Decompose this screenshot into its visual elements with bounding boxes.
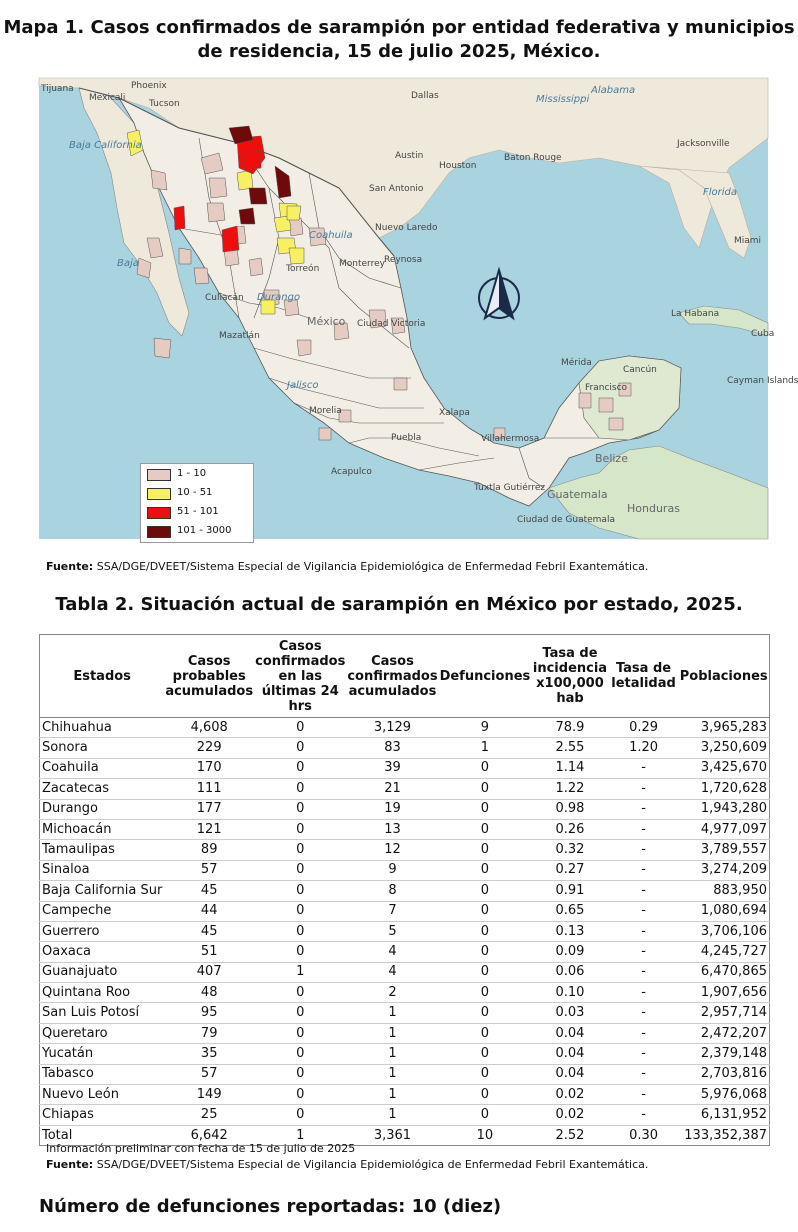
- incidence-cell: 0.04: [531, 1064, 608, 1084]
- incidence-cell: 0.65: [531, 901, 608, 921]
- confirmed-24h-cell: 0: [254, 901, 346, 921]
- table-source: [46, 1158, 648, 1172]
- probables-cell: 4,608: [164, 718, 254, 738]
- probables-cell: 45: [164, 881, 254, 901]
- probables-cell: 48: [164, 983, 254, 1003]
- map-label-merida: Mérida: [561, 358, 592, 368]
- incidence-cell: 2.52: [531, 1125, 608, 1145]
- lethality-cell: 0.30: [609, 1125, 679, 1145]
- deaths-cell: 0: [439, 881, 532, 901]
- deaths-cell: 0: [439, 758, 532, 778]
- probables-cell: 121: [164, 819, 254, 839]
- population-cell: 6,131,952: [678, 1105, 769, 1125]
- confirmed-total-cell: 1: [346, 1085, 438, 1105]
- probables-cell: 407: [164, 962, 254, 982]
- probables-cell: 57: [164, 860, 254, 880]
- confirmed-total-cell: 9: [346, 860, 438, 880]
- probables-cell: 45: [164, 921, 254, 941]
- incidence-cell: 0.02: [531, 1105, 608, 1125]
- lethality-cell: -: [609, 758, 679, 778]
- lethality-cell: -: [609, 1023, 679, 1043]
- deaths-heading: Número de defunciones reportadas: 10 (diez): [39, 1196, 502, 1217]
- map-title: Mapa 1. Casos confirmados de sarampión por entidad federativa y municipios de residencia, 15 de julio 2025, México.: [3, 17, 795, 62]
- probables-cell: 25: [164, 1105, 254, 1125]
- table-row: [40, 840, 770, 860]
- lethality-cell: -: [609, 901, 679, 921]
- col-header-casos-probables: Casos probables acumulados: [164, 635, 254, 718]
- legend-label: 1 - 10: [177, 468, 207, 479]
- map-label-houston: Houston: [439, 161, 477, 171]
- confirmed-total-cell: 2: [346, 983, 438, 1003]
- population-cell: 1,720,628: [678, 779, 769, 799]
- table-title: Tabla 2. Situación actual de sarampión en México por estado, 2025.: [55, 594, 743, 615]
- map-label-jalisco: Jalisco: [287, 380, 319, 391]
- map-label-belize: Belize: [595, 452, 628, 465]
- population-cell: 4,977,097: [678, 819, 769, 839]
- legend-swatch: [147, 507, 171, 519]
- confirmed-24h-cell: 0: [254, 738, 346, 758]
- state-cell: Baja California Sur: [40, 881, 165, 901]
- incidence-cell: 0.13: [531, 921, 608, 941]
- incidence-cell: 0.04: [531, 1023, 608, 1043]
- map-label-mississippi: Mississippi: [536, 94, 590, 105]
- probables-cell: 229: [164, 738, 254, 758]
- deaths-cell: 0: [439, 840, 532, 860]
- confirmed-total-cell: 3,129: [346, 718, 438, 738]
- table-row: [40, 1003, 770, 1023]
- map-label-honduras: Honduras: [627, 502, 680, 515]
- table-row: [40, 962, 770, 982]
- map-label-villahermosa: Villahermosa: [481, 434, 540, 444]
- probables-cell: 51: [164, 942, 254, 962]
- map-label-san-antonio: San Antonio: [369, 184, 424, 194]
- legend-item: [141, 523, 253, 540]
- map-label-florida: Florida: [703, 187, 738, 198]
- legend-label: 10 - 51: [177, 487, 213, 498]
- col-header-confirmados-24h: Casos confirmados en las últimas 24 hrs: [254, 635, 346, 718]
- map-label-torreon: Torreón: [286, 264, 320, 274]
- map-label-cancun: Cancún: [623, 365, 657, 375]
- map-label-jacksonville: Jacksonville: [677, 139, 730, 149]
- incidence-cell: 0.02: [531, 1085, 608, 1105]
- confirmed-24h-cell: 0: [254, 799, 346, 819]
- table-row: [40, 860, 770, 880]
- deaths-cell: 0: [439, 901, 532, 921]
- probables-cell: 177: [164, 799, 254, 819]
- population-cell: 2,379,148: [678, 1044, 769, 1064]
- confirmed-24h-cell: 0: [254, 1023, 346, 1043]
- map-label-cayman: Cayman Islands: [727, 376, 798, 386]
- lethality-cell: -: [609, 1064, 679, 1084]
- state-cell: Michoacán: [40, 819, 165, 839]
- state-cell: Tabasco: [40, 1064, 165, 1084]
- confirmed-24h-cell: 0: [254, 840, 346, 860]
- confirmed-total-cell: 1: [346, 1023, 438, 1043]
- population-cell: 3,274,209: [678, 860, 769, 880]
- map-label-tijuana: Tijuana: [41, 84, 74, 94]
- table-row: [40, 819, 770, 839]
- measles-map: [39, 78, 798, 539]
- population-cell: 3,425,670: [678, 758, 769, 778]
- map-label-la-habana: La Habana: [671, 309, 720, 319]
- legend-swatch: [147, 526, 171, 538]
- incidence-cell: 0.32: [531, 840, 608, 860]
- lethality-cell: -: [609, 1105, 679, 1125]
- lethality-cell: -: [609, 1085, 679, 1105]
- population-cell: 3,250,609: [678, 738, 769, 758]
- map-label-culiacan: Culiacán: [205, 293, 244, 303]
- state-cell: Guerrero: [40, 921, 165, 941]
- confirmed-24h-cell: 0: [254, 1085, 346, 1105]
- confirmed-total-cell: 7: [346, 901, 438, 921]
- map-source: [46, 560, 648, 574]
- preliminary-note: Información preliminar con fecha de 15 de julio de 2025: [46, 1142, 356, 1155]
- legend-swatch: [147, 488, 171, 500]
- table-row: [40, 901, 770, 921]
- legend-label: 51 - 101: [177, 506, 219, 517]
- table-row: [40, 921, 770, 941]
- lethality-cell: -: [609, 881, 679, 901]
- confirmed-24h-cell: 0: [254, 1105, 346, 1125]
- deaths-cell: 0: [439, 942, 532, 962]
- population-cell: 2,957,714: [678, 1003, 769, 1023]
- confirmed-total-cell: 8: [346, 881, 438, 901]
- deaths-cell: 0: [439, 1003, 532, 1023]
- incidence-cell: 0.26: [531, 819, 608, 839]
- confirmed-total-cell: 4: [346, 962, 438, 982]
- confirmed-24h-cell: 0: [254, 921, 346, 941]
- lethality-cell: -: [609, 962, 679, 982]
- legend-item: [141, 504, 253, 521]
- table-row: [40, 1023, 770, 1043]
- confirmed-24h-cell: 0: [254, 1064, 346, 1084]
- map-label-baja-california: Baja California: [69, 140, 142, 151]
- state-cell: Yucatán: [40, 1044, 165, 1064]
- probables-cell: 35: [164, 1044, 254, 1064]
- map-label-ciudad-victoria: Ciudad Victoria: [357, 319, 426, 329]
- lethality-cell: 0.29: [609, 718, 679, 738]
- deaths-cell: 1: [439, 738, 532, 758]
- confirmed-24h-cell: 0: [254, 983, 346, 1003]
- map-label-miami: Miami: [734, 236, 762, 246]
- population-cell: 3,706,106: [678, 921, 769, 941]
- population-cell: 3,965,283: [678, 718, 769, 738]
- map-label-xalapa: Xalapa: [439, 408, 470, 418]
- confirmed-total-cell: 3,361: [346, 1125, 438, 1145]
- deaths-cell: 0: [439, 1085, 532, 1105]
- lethality-cell: -: [609, 860, 679, 880]
- population-cell: 883,950: [678, 881, 769, 901]
- map-label-alabama: Alabama: [591, 85, 636, 96]
- state-cell: Queretaro: [40, 1023, 165, 1043]
- state-cell: Coahuila: [40, 758, 165, 778]
- population-cell: 1,907,656: [678, 983, 769, 1003]
- col-header-tasa-incidencia: Tasa de incidencia x100,000 hab: [531, 635, 608, 718]
- confirmed-24h-cell: 0: [254, 860, 346, 880]
- incidence-cell: 0.04: [531, 1044, 608, 1064]
- state-cell: Tamaulipas: [40, 840, 165, 860]
- map-label-mazatlan: Mazatlán: [219, 331, 260, 341]
- population-cell: 4,245,727: [678, 942, 769, 962]
- incidence-cell: 2.55: [531, 738, 608, 758]
- deaths-cell: 9: [439, 718, 532, 738]
- col-header-defunciones: Defunciones: [439, 635, 532, 718]
- map-label-tucson: Tucson: [149, 99, 180, 109]
- deaths-cell: 0: [439, 779, 532, 799]
- map-label-morelia: Morelia: [309, 406, 342, 416]
- population-cell: 1,080,694: [678, 901, 769, 921]
- lethality-cell: -: [609, 1044, 679, 1064]
- map-label-austin: Austin: [395, 151, 424, 161]
- confirmed-24h-cell: 1: [254, 1125, 346, 1145]
- state-cell: Sonora: [40, 738, 165, 758]
- table-row: [40, 1064, 770, 1084]
- col-header-estados: Estados: [40, 635, 165, 718]
- lethality-cell: -: [609, 1003, 679, 1023]
- map-label-puebla: Puebla: [391, 433, 422, 443]
- incidence-cell: 1.14: [531, 758, 608, 778]
- table-row: [40, 758, 770, 778]
- probables-cell: 95: [164, 1003, 254, 1023]
- map-label-francisco: Francisco: [585, 383, 628, 393]
- map-label-coahuila: Coahuila: [309, 230, 353, 241]
- map-label-mexicali: Mexicali: [89, 93, 126, 103]
- probables-cell: 149: [164, 1085, 254, 1105]
- incidence-cell: 0.98: [531, 799, 608, 819]
- source-label: Fuente:: [46, 560, 94, 573]
- confirmed-total-cell: 1: [346, 1064, 438, 1084]
- state-cell: Durango: [40, 799, 165, 819]
- deaths-cell: 0: [439, 1105, 532, 1125]
- confirmed-24h-cell: 0: [254, 758, 346, 778]
- lethality-cell: 1.20: [609, 738, 679, 758]
- population-cell: 3,789,557: [678, 840, 769, 860]
- confirmed-24h-cell: 0: [254, 1044, 346, 1064]
- measles-table: [39, 634, 770, 1146]
- confirmed-total-cell: 12: [346, 840, 438, 860]
- map-label-acapulco: Acapulco: [331, 467, 372, 477]
- population-cell: 6,470,865: [678, 962, 769, 982]
- incidence-cell: 0.03: [531, 1003, 608, 1023]
- lethality-cell: -: [609, 942, 679, 962]
- deaths-cell: 0: [439, 1064, 532, 1084]
- map-label-reynosa: Reynosa: [384, 255, 423, 265]
- map-label-baton-rouge: Baton Rouge: [504, 153, 562, 163]
- deaths-cell: 0: [439, 819, 532, 839]
- deaths-cell: 0: [439, 1044, 532, 1064]
- map-label-baja: Baja: [117, 258, 139, 269]
- confirmed-total-cell: 1: [346, 1003, 438, 1023]
- table-row: [40, 1085, 770, 1105]
- legend-item: [141, 485, 253, 502]
- table-row: [40, 718, 770, 738]
- source-text: SSA/DGE/DVEET/Sistema Especial de Vigilancia Epidemiológica de Enfermedad Febril Exantemática.: [93, 560, 649, 573]
- confirmed-total-cell: 21: [346, 779, 438, 799]
- population-cell: 2,703,816: [678, 1064, 769, 1084]
- confirmed-24h-cell: 0: [254, 718, 346, 738]
- map-label-ciudad-guatemala: Ciudad de Guatemala: [517, 515, 615, 525]
- state-cell: Chihuahua: [40, 718, 165, 738]
- table-row: [40, 1105, 770, 1125]
- state-cell: Sinaloa: [40, 860, 165, 880]
- probables-cell: 6,642: [164, 1125, 254, 1145]
- col-header-poblaciones: Poblaciones: [678, 635, 769, 718]
- table-row: [40, 881, 770, 901]
- deaths-cell: 0: [439, 962, 532, 982]
- legend-swatch: [147, 469, 171, 481]
- lethality-cell: -: [609, 983, 679, 1003]
- incidence-cell: 0.27: [531, 860, 608, 880]
- col-header-tasa-letalidad: Tasa de letalidad: [609, 635, 679, 718]
- incidence-cell: 0.06: [531, 962, 608, 982]
- state-cell: San Luis Potosí: [40, 1003, 165, 1023]
- probables-cell: 111: [164, 779, 254, 799]
- state-cell: Oaxaca: [40, 942, 165, 962]
- lethality-cell: -: [609, 819, 679, 839]
- lethality-cell: -: [609, 840, 679, 860]
- map-label-nuevo-laredo: Nuevo Laredo: [375, 223, 438, 233]
- table-row: [40, 942, 770, 962]
- deaths-cell: 0: [439, 860, 532, 880]
- lethality-cell: -: [609, 799, 679, 819]
- state-cell: Zacatecas: [40, 779, 165, 799]
- confirmed-24h-cell: 0: [254, 942, 346, 962]
- source-text: SSA/DGE/DVEET/Sistema Especial de Vigilancia Epidemiológica de Enfermedad Febril Exantemática.: [93, 1158, 649, 1171]
- table-row: [40, 799, 770, 819]
- probables-cell: 57: [164, 1064, 254, 1084]
- confirmed-24h-cell: 0: [254, 1003, 346, 1023]
- map-label-dallas: Dallas: [411, 91, 439, 101]
- confirmed-24h-cell: 0: [254, 779, 346, 799]
- map-label-monterrey: Monterrey: [339, 259, 385, 269]
- incidence-cell: 78.9: [531, 718, 608, 738]
- confirmed-total-cell: 5: [346, 921, 438, 941]
- map-label-tuxtla: Tuxtla Gutiérrez: [474, 483, 546, 493]
- deaths-cell: 0: [439, 921, 532, 941]
- confirmed-total-cell: 39: [346, 758, 438, 778]
- state-cell: Nuevo León: [40, 1085, 165, 1105]
- incidence-cell: 0.91: [531, 881, 608, 901]
- confirmed-total-cell: 4: [346, 942, 438, 962]
- probables-cell: 44: [164, 901, 254, 921]
- state-cell: Total: [40, 1125, 165, 1145]
- state-cell: Campeche: [40, 901, 165, 921]
- source-label: Fuente:: [46, 1158, 94, 1171]
- confirmed-24h-cell: 0: [254, 881, 346, 901]
- table-row: [40, 738, 770, 758]
- map-label-cuba: Cuba: [751, 329, 775, 339]
- map-label-durango: Durango: [257, 292, 301, 303]
- deaths-cell: 0: [439, 1023, 532, 1043]
- confirmed-total-cell: 83: [346, 738, 438, 758]
- table-row: [40, 779, 770, 799]
- population-cell: 2,472,207: [678, 1023, 769, 1043]
- map-label-guatemala: Guatemala: [547, 488, 608, 501]
- incidence-cell: 0.10: [531, 983, 608, 1003]
- map-label-mexico: México: [307, 315, 346, 328]
- state-cell: Chiapas: [40, 1105, 165, 1125]
- incidence-cell: 0.09: [531, 942, 608, 962]
- map-label-phoenix: Phoenix: [131, 81, 167, 91]
- confirmed-total-cell: 1: [346, 1044, 438, 1064]
- legend-label: 101 - 3000: [177, 525, 232, 536]
- lethality-cell: -: [609, 921, 679, 941]
- legend-item: [141, 466, 253, 483]
- confirmed-24h-cell: 1: [254, 962, 346, 982]
- map-legend: [140, 463, 254, 543]
- deaths-cell: 10: [439, 1125, 532, 1145]
- deaths-cell: 0: [439, 983, 532, 1003]
- table-header-row: [40, 635, 770, 718]
- confirmed-24h-cell: 0: [254, 819, 346, 839]
- deaths-cell: 0: [439, 799, 532, 819]
- population-cell: 133,352,387: [678, 1125, 769, 1145]
- confirmed-total-cell: 13: [346, 819, 438, 839]
- lethality-cell: -: [609, 779, 679, 799]
- state-cell: Quintana Roo: [40, 983, 165, 1003]
- incidence-cell: 1.22: [531, 779, 608, 799]
- probables-cell: 79: [164, 1023, 254, 1043]
- population-cell: 1,943,280: [678, 799, 769, 819]
- confirmed-total-cell: 19: [346, 799, 438, 819]
- table-row: [40, 983, 770, 1003]
- table-row: [40, 1044, 770, 1064]
- probables-cell: 89: [164, 840, 254, 860]
- confirmed-total-cell: 1: [346, 1105, 438, 1125]
- probables-cell: 170: [164, 758, 254, 778]
- col-header-confirmados-acumulados: Casos confirmados acumulados: [346, 635, 438, 718]
- population-cell: 5,976,068: [678, 1085, 769, 1105]
- state-cell: Guanajuato: [40, 962, 165, 982]
